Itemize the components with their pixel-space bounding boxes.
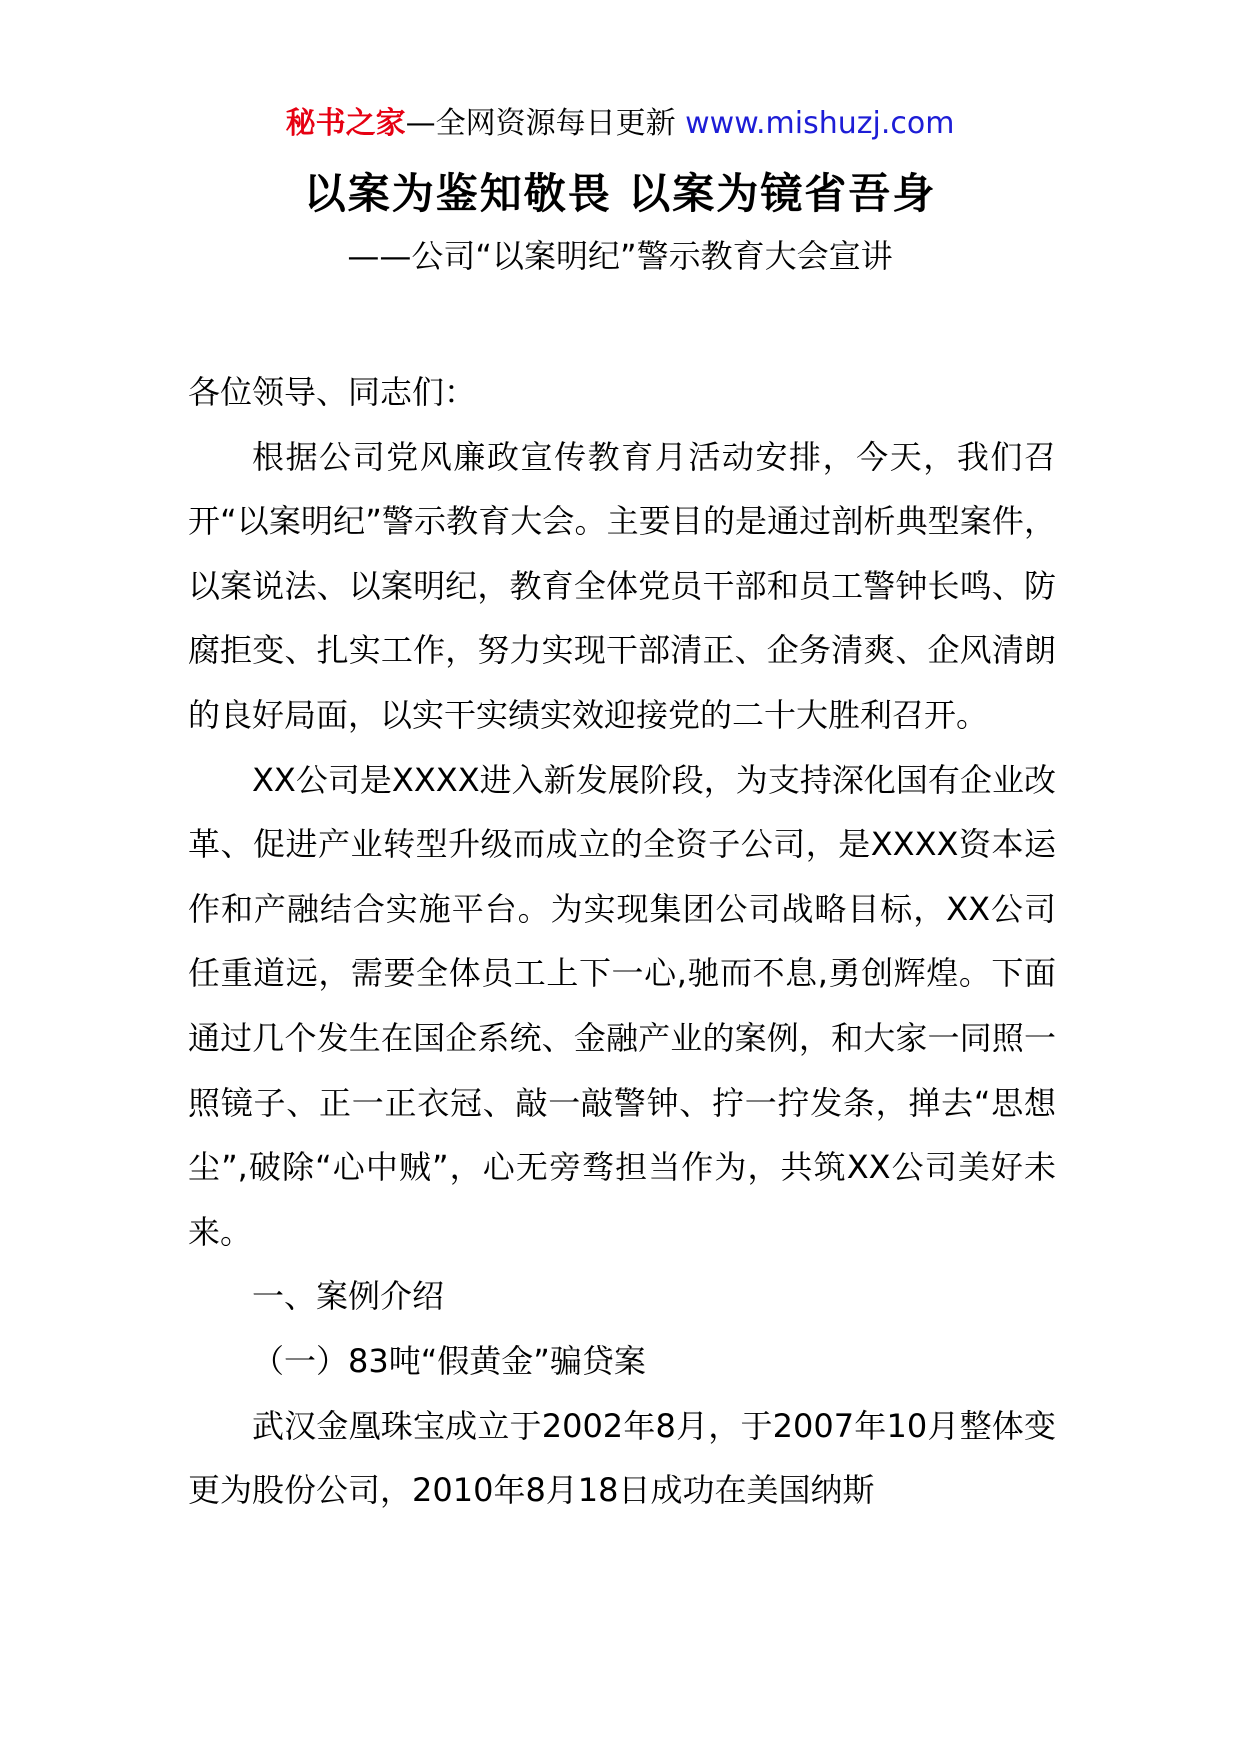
body-paragraph: XX公司是XXXX进入新发展阶段，为支持深化国有企业改革、促进产业转型升级而成立的全资子公司，是XXXX资本运作和产融结合实施平台。为实现集团公司战略目标，XX公司任重道远，需要全体员工上下一心,驰而不息,勇创辉煌。下面通过几个发生在国企系统、金融产业的案例，和大家一同照一照镜子、正一正衣冠、敲一敲警钟、拧一拧发条，掸去“思想尘”,破除“心中贼”，心无旁骛担当作为，共筑XX公司美好未来。 (188, 760, 1056, 1251)
salutation: 各位领导、同志们： (188, 373, 477, 411)
document-title: 以案为鉴知敬畏 以案为镜省吾身 (303, 169, 937, 218)
document-subtitle: ——公司“以案明纪”警示教育大会宣讲 (347, 237, 893, 275)
document-body (188, 360, 1056, 1523)
body-paragraph: 根据公司党风廉政宣传教育月活动安排，今天，我们召开“以案明纪”警示教育大会。主要目的是通过剖析典型案件，以案说法、以案明纪，教育全体党员干部和员工警钟长鸣、防腐拒变、扎实工作，努力实现干部清正、企务清爽、企风清朗的良好局面，以实干实绩实效迎接党的二十大胜利召开。 (188, 437, 1056, 734)
brand-name: 秘书之家 (285, 106, 406, 141)
site-url: www.mishuzj.com (685, 106, 955, 141)
subsection-heading: （一）83吨“假黄金”骗贷案 (252, 1341, 646, 1380)
section-heading: 一、案例介绍 (252, 1277, 445, 1316)
site-slogan: —全网资源每日更新 (405, 106, 676, 141)
site-header (0, 104, 1240, 144)
case-paragraph: 武汉金凰珠宝成立于2002年8月，于2007年10月整体变更为股份公司，2010年8月18日成功在美国纳斯 (188, 1406, 1056, 1510)
